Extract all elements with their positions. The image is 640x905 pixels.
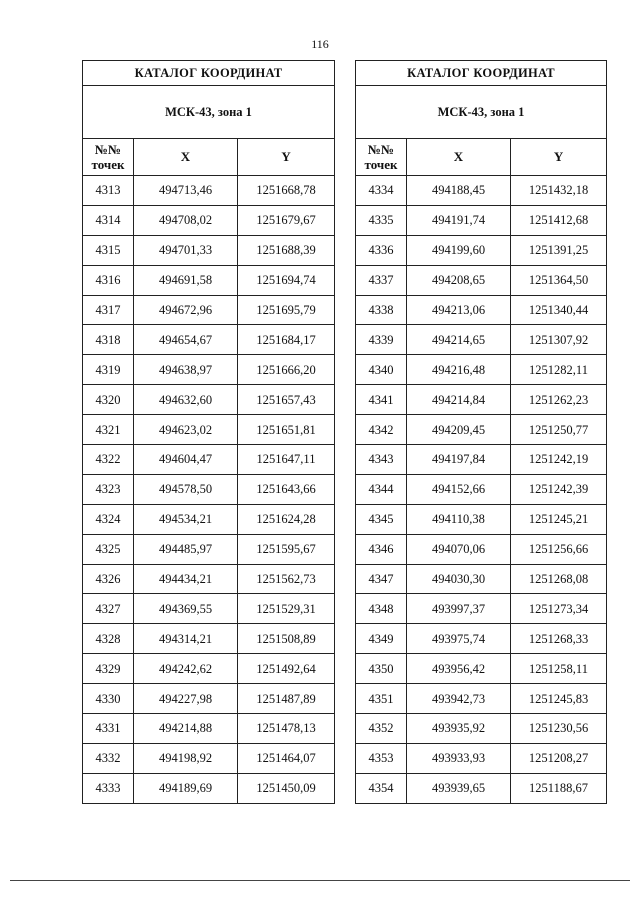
footer-rule <box>10 880 630 881</box>
x-coordinate-cell: 494578,50 <box>134 474 238 504</box>
table-row <box>356 295 607 325</box>
table-row <box>83 385 335 415</box>
point-number-cell: 4329 <box>83 654 134 684</box>
y-coordinate-cell: 1251258,11 <box>511 654 607 684</box>
x-coordinate-cell: 494214,65 <box>407 325 511 355</box>
point-number-cell: 4326 <box>83 564 134 594</box>
x-coordinate-cell: 493935,92 <box>407 714 511 744</box>
point-number-cell: 4342 <box>356 415 407 445</box>
y-coordinate-cell: 1251250,77 <box>511 415 607 445</box>
y-coordinate-cell: 1251412,68 <box>511 205 607 235</box>
point-number-cell: 4314 <box>83 205 134 235</box>
y-coordinate-cell: 1251432,18 <box>511 176 607 206</box>
coordinate-catalog-right <box>355 60 607 804</box>
y-coordinate-cell: 1251657,43 <box>238 385 335 415</box>
y-coordinate-cell: 1251273,34 <box>511 594 607 624</box>
table-row <box>83 445 335 475</box>
x-coordinate-cell: 494638,97 <box>134 355 238 385</box>
y-coordinate-cell: 1251256,66 <box>511 534 607 564</box>
y-coordinate-cell: 1251562,73 <box>238 564 335 594</box>
point-number-cell: 4354 <box>356 773 407 803</box>
column-header-point-number: №№ точек <box>83 139 134 176</box>
table-row <box>83 415 335 445</box>
x-coordinate-cell: 494216,48 <box>407 355 511 385</box>
x-coordinate-cell: 494197,84 <box>407 445 511 475</box>
y-coordinate-cell: 1251282,11 <box>511 355 607 385</box>
table-row <box>83 714 335 744</box>
y-coordinate-cell: 1251245,83 <box>511 684 607 714</box>
table-row <box>83 235 335 265</box>
x-coordinate-cell: 494434,21 <box>134 564 238 594</box>
point-number-cell: 4336 <box>356 235 407 265</box>
point-number-cell: 4333 <box>83 773 134 803</box>
catalog-subtitle: МСК-43, зона 1 <box>356 86 607 139</box>
y-coordinate-cell: 1251679,67 <box>238 205 335 235</box>
table-row <box>356 355 607 385</box>
point-number-cell: 4334 <box>356 176 407 206</box>
x-coordinate-cell: 494030,30 <box>407 564 511 594</box>
y-coordinate-cell: 1251595,67 <box>238 534 335 564</box>
y-coordinate-cell: 1251364,50 <box>511 265 607 295</box>
table-row <box>356 205 607 235</box>
y-coordinate-cell: 1251268,33 <box>511 624 607 654</box>
x-coordinate-cell: 494189,69 <box>134 773 238 803</box>
y-coordinate-cell: 1251668,78 <box>238 176 335 206</box>
point-number-cell: 4351 <box>356 684 407 714</box>
table-row <box>356 743 607 773</box>
x-coordinate-cell: 494604,47 <box>134 445 238 475</box>
table-row <box>356 773 607 803</box>
x-coordinate-cell: 493975,74 <box>407 624 511 654</box>
point-number-cell: 4321 <box>83 415 134 445</box>
x-coordinate-cell: 494701,33 <box>134 235 238 265</box>
x-coordinate-cell: 494708,02 <box>134 205 238 235</box>
column-header-point-number: №№ точек <box>356 139 407 176</box>
x-coordinate-cell: 494214,88 <box>134 714 238 744</box>
y-coordinate-cell: 1251268,08 <box>511 564 607 594</box>
y-coordinate-cell: 1251464,07 <box>238 743 335 773</box>
x-coordinate-cell: 494110,38 <box>407 504 511 534</box>
table-row <box>83 504 335 534</box>
y-coordinate-cell: 1251651,81 <box>238 415 335 445</box>
table-row <box>83 654 335 684</box>
x-coordinate-cell: 494191,74 <box>407 205 511 235</box>
table-row <box>356 176 607 206</box>
y-coordinate-cell: 1251624,28 <box>238 504 335 534</box>
x-coordinate-cell: 494188,45 <box>407 176 511 206</box>
y-coordinate-cell: 1251647,11 <box>238 445 335 475</box>
x-coordinate-cell: 494070,06 <box>407 534 511 564</box>
x-coordinate-cell: 494713,46 <box>134 176 238 206</box>
x-coordinate-cell: 494209,45 <box>407 415 511 445</box>
table-row <box>83 743 335 773</box>
y-coordinate-cell: 1251230,56 <box>511 714 607 744</box>
x-coordinate-cell: 494672,96 <box>134 295 238 325</box>
point-number-cell: 4344 <box>356 474 407 504</box>
point-number-cell: 4313 <box>83 176 134 206</box>
column-header-x: X <box>407 139 511 176</box>
x-coordinate-cell: 494314,21 <box>134 624 238 654</box>
point-number-cell: 4315 <box>83 235 134 265</box>
point-number-cell: 4353 <box>356 743 407 773</box>
point-number-cell: 4343 <box>356 445 407 475</box>
point-number-cell: 4320 <box>83 385 134 415</box>
table-row <box>356 504 607 534</box>
table-row <box>83 176 335 206</box>
table-row <box>356 594 607 624</box>
column-header-y: Y <box>238 139 335 176</box>
x-coordinate-cell: 494152,66 <box>407 474 511 504</box>
point-number-cell: 4324 <box>83 504 134 534</box>
y-coordinate-cell: 1251242,39 <box>511 474 607 504</box>
point-number-cell: 4317 <box>83 295 134 325</box>
y-coordinate-cell: 1251208,27 <box>511 743 607 773</box>
point-number-cell: 4330 <box>83 684 134 714</box>
table-row <box>356 415 607 445</box>
table-row <box>356 564 607 594</box>
y-coordinate-cell: 1251694,74 <box>238 265 335 295</box>
table-row <box>83 684 335 714</box>
table-row <box>83 325 335 355</box>
x-coordinate-cell: 494534,21 <box>134 504 238 534</box>
table-row <box>356 684 607 714</box>
y-coordinate-cell: 1251529,31 <box>238 594 335 624</box>
x-coordinate-cell: 494623,02 <box>134 415 238 445</box>
point-number-cell: 4331 <box>83 714 134 744</box>
table-row <box>356 235 607 265</box>
x-coordinate-cell: 493939,65 <box>407 773 511 803</box>
y-coordinate-cell: 1251262,23 <box>511 385 607 415</box>
x-coordinate-cell: 494214,84 <box>407 385 511 415</box>
page-number: 116 <box>311 37 329 51</box>
y-coordinate-cell: 1251666,20 <box>238 355 335 385</box>
point-number-cell: 4332 <box>83 743 134 773</box>
point-number-cell: 4341 <box>356 385 407 415</box>
x-coordinate-cell: 494632,60 <box>134 385 238 415</box>
table-row <box>83 594 335 624</box>
y-coordinate-cell: 1251684,17 <box>238 325 335 355</box>
table-row <box>356 474 607 504</box>
point-number-cell: 4323 <box>83 474 134 504</box>
y-coordinate-cell: 1251492,64 <box>238 654 335 684</box>
table-row <box>83 624 335 654</box>
catalog-title: КАТАЛОГ КООРДИНАТ <box>83 61 335 86</box>
point-number-cell: 4348 <box>356 594 407 624</box>
point-number-cell: 4337 <box>356 265 407 295</box>
y-coordinate-cell: 1251643,66 <box>238 474 335 504</box>
x-coordinate-cell: 494213,06 <box>407 295 511 325</box>
y-coordinate-cell: 1251307,92 <box>511 325 607 355</box>
column-header-y: Y <box>511 139 607 176</box>
x-coordinate-cell: 494208,65 <box>407 265 511 295</box>
y-coordinate-cell: 1251695,79 <box>238 295 335 325</box>
point-number-cell: 4345 <box>356 504 407 534</box>
point-number-cell: 4346 <box>356 534 407 564</box>
table-row <box>356 385 607 415</box>
table-row <box>83 534 335 564</box>
table-row <box>356 265 607 295</box>
point-number-cell: 4352 <box>356 714 407 744</box>
table-row <box>83 773 335 803</box>
point-number-cell: 4327 <box>83 594 134 624</box>
table-row <box>356 534 607 564</box>
y-coordinate-cell: 1251450,09 <box>238 773 335 803</box>
y-coordinate-cell: 1251242,19 <box>511 445 607 475</box>
x-coordinate-cell: 494654,67 <box>134 325 238 355</box>
point-number-cell: 4349 <box>356 624 407 654</box>
table-row <box>83 564 335 594</box>
x-coordinate-cell: 494242,62 <box>134 654 238 684</box>
table-row <box>83 265 335 295</box>
x-coordinate-cell: 494691,58 <box>134 265 238 295</box>
table-row <box>356 325 607 355</box>
point-number-cell: 4319 <box>83 355 134 385</box>
y-coordinate-cell: 1251478,13 <box>238 714 335 744</box>
point-number-cell: 4328 <box>83 624 134 654</box>
x-coordinate-cell: 493933,93 <box>407 743 511 773</box>
table-row <box>356 714 607 744</box>
point-number-cell: 4318 <box>83 325 134 355</box>
point-number-cell: 4322 <box>83 445 134 475</box>
catalog-subtitle: МСК-43, зона 1 <box>83 86 335 139</box>
table-row <box>83 205 335 235</box>
x-coordinate-cell: 494227,98 <box>134 684 238 714</box>
y-coordinate-cell: 1251188,67 <box>511 773 607 803</box>
point-number-cell: 4347 <box>356 564 407 594</box>
y-coordinate-cell: 1251487,89 <box>238 684 335 714</box>
table-row <box>356 624 607 654</box>
table-row <box>356 654 607 684</box>
x-coordinate-cell: 493942,73 <box>407 684 511 714</box>
table-row <box>83 474 335 504</box>
coordinate-catalog-left <box>82 60 335 804</box>
x-coordinate-cell: 494485,97 <box>134 534 238 564</box>
x-coordinate-cell: 493997,37 <box>407 594 511 624</box>
y-coordinate-cell: 1251340,44 <box>511 295 607 325</box>
x-coordinate-cell: 494198,92 <box>134 743 238 773</box>
point-number-cell: 4340 <box>356 355 407 385</box>
catalog-title: КАТАЛОГ КООРДИНАТ <box>356 61 607 86</box>
table-row <box>356 445 607 475</box>
table-row <box>83 295 335 325</box>
point-number-cell: 4350 <box>356 654 407 684</box>
point-number-cell: 4316 <box>83 265 134 295</box>
table-row <box>83 355 335 385</box>
x-coordinate-cell: 493956,42 <box>407 654 511 684</box>
point-number-cell: 4335 <box>356 205 407 235</box>
y-coordinate-cell: 1251245,21 <box>511 504 607 534</box>
point-number-cell: 4325 <box>83 534 134 564</box>
point-number-cell: 4339 <box>356 325 407 355</box>
point-number-cell: 4338 <box>356 295 407 325</box>
y-coordinate-cell: 1251688,39 <box>238 235 335 265</box>
x-coordinate-cell: 494199,60 <box>407 235 511 265</box>
column-header-x: X <box>134 139 238 176</box>
y-coordinate-cell: 1251508,89 <box>238 624 335 654</box>
x-coordinate-cell: 494369,55 <box>134 594 238 624</box>
y-coordinate-cell: 1251391,25 <box>511 235 607 265</box>
